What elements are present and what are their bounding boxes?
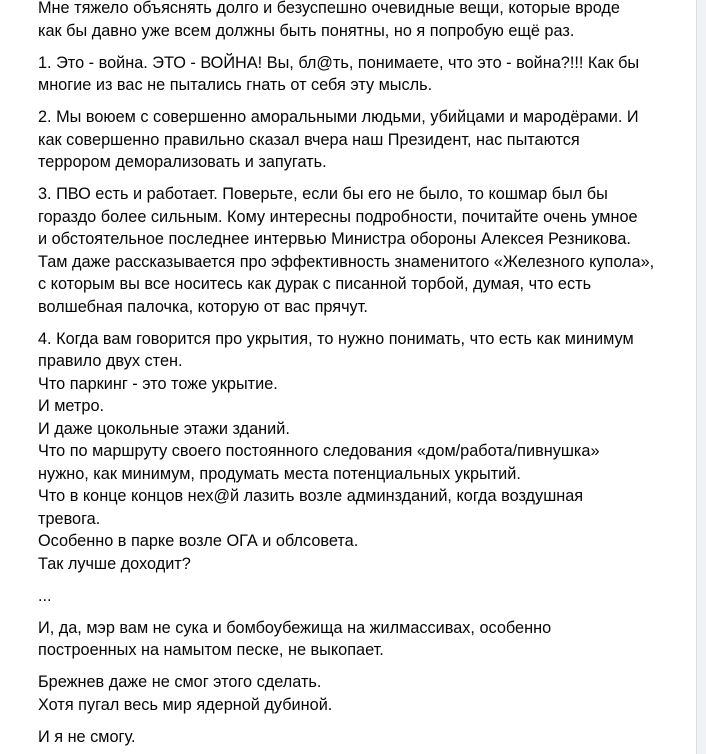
text-line: ... xyxy=(38,586,52,605)
text-line: многие из вас не пытались гнать от себя эту мысль. xyxy=(38,76,433,94)
text-line: Что паркинг - это тоже укрытие. xyxy=(38,374,278,393)
text-line: нужно, как минимум, продумать места потенциальных укрытий. xyxy=(38,464,521,483)
post-body xyxy=(38,0,678,748)
text-line: Так лучше доходит? xyxy=(38,554,191,573)
text-line: гораздо более сильным. Кому интересны подробности, почитайте очень умное xyxy=(38,207,638,226)
post-paragraph xyxy=(38,106,678,174)
post-paragraph xyxy=(38,0,678,42)
post-paragraph xyxy=(38,52,678,97)
text-line: террором деморализовать и запугать. xyxy=(38,153,327,171)
text-line: и обстоятельное последнее интервью Министра обороны Алексея Резникова. xyxy=(38,230,631,248)
text-line: как совершенно правильно сказал вчера наш Президент, нас пытаются xyxy=(38,130,580,149)
post-paragraph xyxy=(38,585,678,608)
post-paragraph xyxy=(38,726,678,749)
text-line: 3. ПВО есть и работает. Поверьте, если бы его не было, то кошмар был бы xyxy=(38,185,608,203)
text-line: правило двух стен. xyxy=(38,352,183,370)
text-line: тревога. xyxy=(38,509,101,528)
post-paragraph xyxy=(38,328,678,576)
text-line: как бы давно уже всем должны быть понятны, но я попробую ещё раз. xyxy=(38,21,575,40)
text-line: 4. Когда вам говорится про укрытия, то нужно понимать, что есть как минимум xyxy=(38,329,634,348)
text-line: И даже цокольные этажи зданий. xyxy=(38,419,290,438)
post-paragraph xyxy=(38,671,678,716)
text-line: Что по маршруту своего постоянного следования «дом/работа/пивнушка» xyxy=(38,442,600,460)
text-line: с которым вы все носитесь как дурак с писанной торбой, думая, что есть xyxy=(38,275,592,293)
text-line: Брежнев даже не смог этого сделать. xyxy=(38,673,322,691)
text-line: Хотя пугал весь мир ядерной дубиной. xyxy=(38,695,333,714)
text-line: волшебная палочка, которую от вас прячут. xyxy=(38,297,368,316)
text-line: построенных на намытом песке, не выкопает. xyxy=(38,641,384,659)
text-line: И я не смогу. xyxy=(38,727,136,746)
text-line: Что в конце концов нех@й лазить возле админзданий, когда воздушная xyxy=(38,487,584,505)
post-paragraph xyxy=(38,617,678,662)
post-paragraph xyxy=(38,183,678,318)
text-line: Там даже рассказывается про эффективность знаменитого «Железного купола», xyxy=(38,252,655,271)
text-line: Мне тяжело объяснять долго и безуспешно очевидные вещи, которые вроде xyxy=(38,0,620,17)
text-line: Особенно в парке возле ОГА и облсовета. xyxy=(38,532,359,550)
text-line: 2. Мы воюем с совершенно аморальными людьми, убийцами и мародёрами. И xyxy=(38,108,639,126)
text-line: И метро. xyxy=(38,397,105,415)
text-line: И, да, мэр вам не сука и бомбоубежища на жилмассивах, особенно xyxy=(38,618,552,637)
text-line: 1. Это - война. ЭТО - ВОЙНА! Вы, бл@ть, понимаете, что это - война?!!! Как бы xyxy=(38,53,640,72)
